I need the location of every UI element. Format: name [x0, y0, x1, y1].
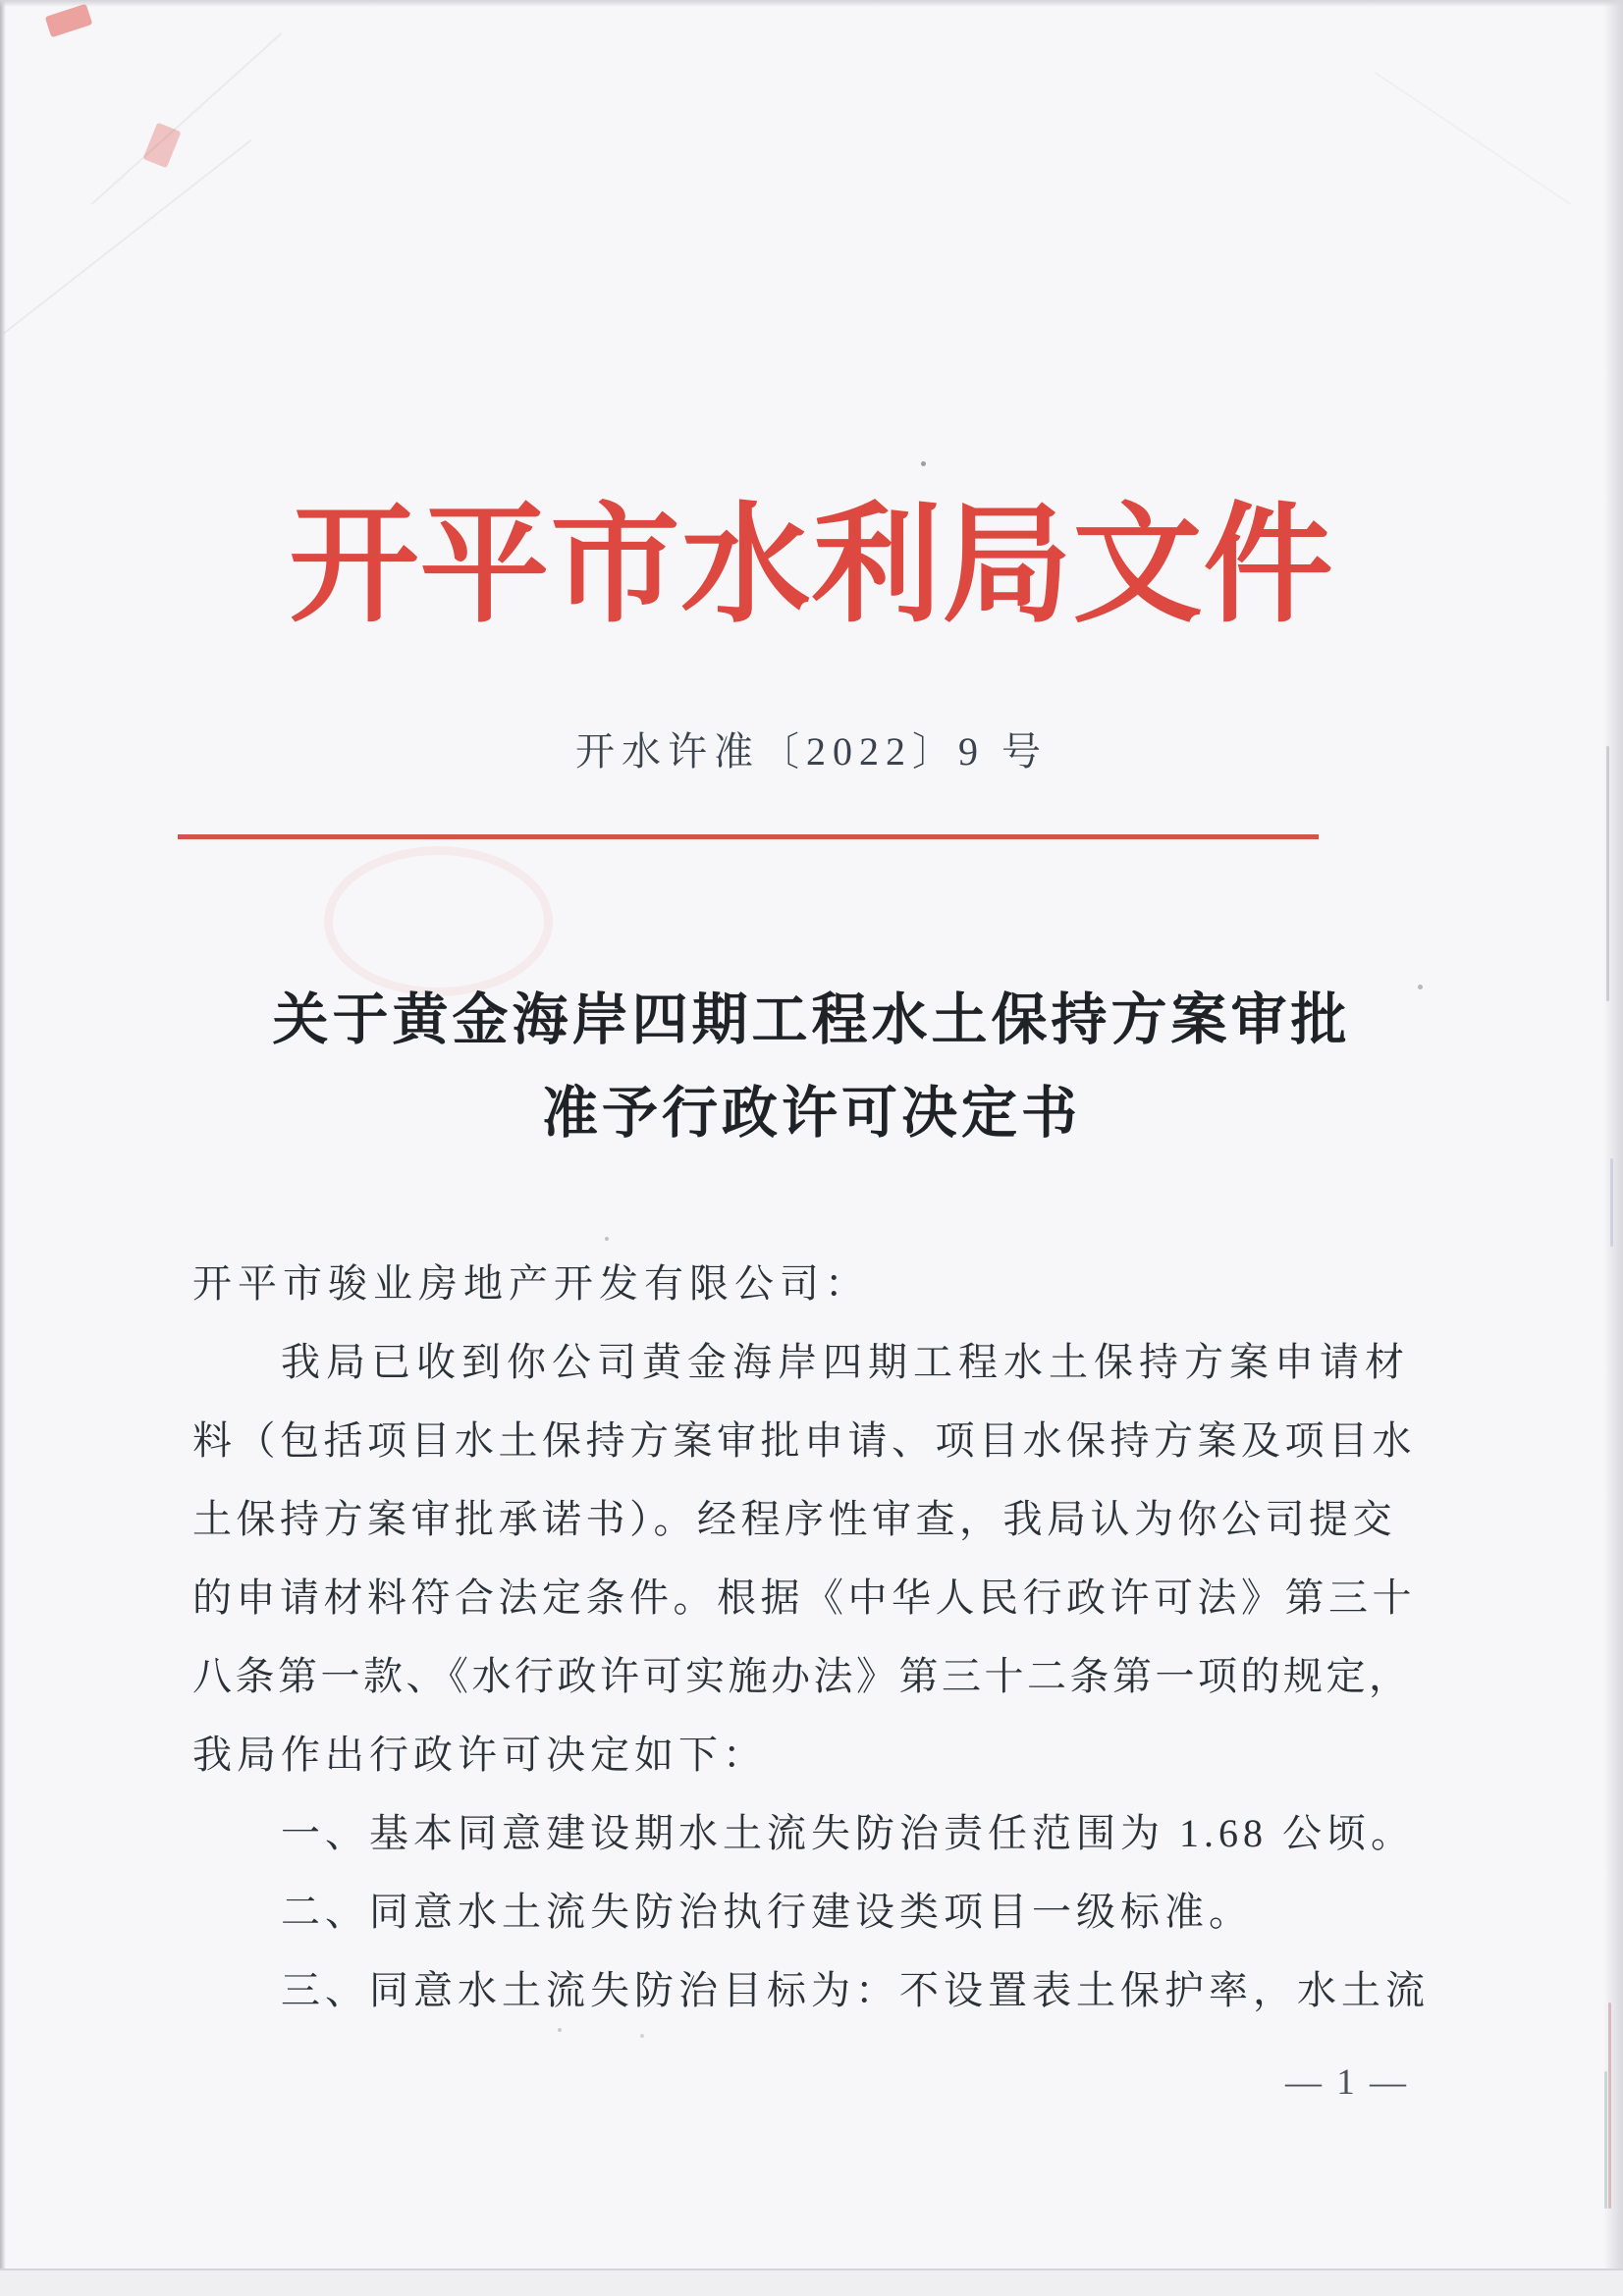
scan-speck: [605, 1237, 609, 1241]
body-line: 土保持方案审批承诺书）。经程序性审查，我局认为你公司提交: [192, 1497, 1396, 1541]
agency-letterhead-title: 开平市水利局文件: [289, 494, 1334, 638]
body-line: 八条第一款、《水行政许可实施办法》第三十二条第一项的规定，: [192, 1654, 1412, 1698]
body-line-item-1: 一、基本同意建设期水土流失防治责任范围为 1.68 公顷。: [281, 1811, 1415, 1855]
body-line: 料（包括项目水土保持方案审批申请、项目水保持方案及项目水: [192, 1418, 1416, 1463]
scan-speck: [921, 461, 926, 466]
fold-mark: [91, 32, 283, 204]
body-line: 我局已收到你公司黄金海岸四期工程水土保持方案申请材: [281, 1340, 1410, 1384]
body-line-item-2: 二、同意水土流失防治执行建设类项目一级标准。: [281, 1890, 1253, 1934]
scan-streak: [1610, 1158, 1613, 1247]
body-line: 的申请材料符合法定条件。根据《中华人民行政许可法》第三十: [192, 1575, 1416, 1620]
page-bottom-edge: [0, 2269, 1623, 2296]
page-number: — 1 —: [1285, 2062, 1409, 2103]
scan-speck: [640, 2034, 644, 2038]
scan-streak: [1606, 746, 1609, 1001]
scan-streak: [1608, 2002, 1611, 2209]
document-title: [0, 974, 1623, 1160]
document-title-line-2: 准予行政许可决定书: [542, 1083, 1081, 1145]
body-line-item-3: 三、同意水土流失防治目标为：不设置表土保护率，水土流: [281, 1968, 1430, 2012]
document-body: [192, 1245, 1432, 2030]
page-top-edge-shadow: [0, 0, 1623, 7]
document-title-line-1: 关于黄金海岸四期工程水土保持方案审批: [272, 989, 1351, 1051]
letterhead-red-rule: [178, 834, 1319, 839]
fold-mark: [1375, 72, 1571, 205]
fold-mark: [3, 139, 251, 335]
red-scan-artifact: [45, 4, 93, 38]
scan-streak: [1604, 2071, 1607, 2209]
salutation: 开平市骏业房地产开发有限公司：: [192, 1261, 870, 1306]
body-line: 我局作出行政许可决定如下：: [192, 1733, 767, 1777]
document-reference-number: 开水许准〔2022〕9 号: [575, 729, 1048, 774]
